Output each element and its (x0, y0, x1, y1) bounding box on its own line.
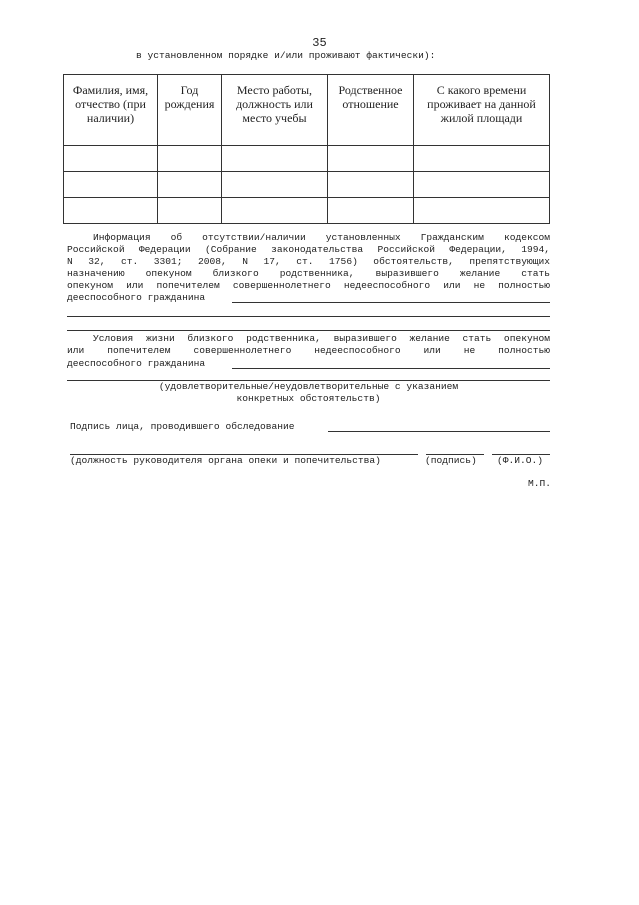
table-cell[interactable] (414, 146, 550, 172)
info-blank-2[interactable] (67, 316, 550, 317)
info-blank-3[interactable] (67, 330, 550, 331)
intro-line: в установленном порядке и/или проживают фактически): (136, 50, 436, 61)
conditions-line-2: или попечителем совершеннолетнего недееспособного или не полностью (67, 345, 550, 356)
table-cell[interactable] (328, 146, 414, 172)
name-caption: (Ф.И.О.) (497, 455, 544, 466)
header-relation: Родственное отношение (328, 75, 414, 146)
inspector-signature-label: Подпись лица, проводившего обследование (70, 421, 295, 432)
table-cell[interactable] (64, 198, 158, 224)
page-number: 35 (312, 36, 327, 50)
table-header-row (64, 75, 550, 146)
conditions-blank-1[interactable] (232, 368, 550, 369)
table-cell[interactable] (158, 198, 222, 224)
table-cell[interactable] (158, 172, 222, 198)
header-since-when: С какого времени проживает на данной жилой площади (414, 75, 550, 146)
conditions-hint-1: (удовлетворительные/неудовлетворительные с указанием (158, 381, 459, 392)
conditions-line-1: Условия жизни близкого родственника, выразившего желание стать опекуном (93, 333, 550, 344)
info-blank-1[interactable] (232, 302, 550, 303)
table-cell[interactable] (414, 198, 550, 224)
conditions-line-3: дееспособного гражданина (67, 358, 206, 369)
table-cell[interactable] (64, 146, 158, 172)
info-line-5: опекуном или попечителем совершеннолетнего недееспособного или не полностью (67, 280, 550, 291)
sign-caption: (подпись) (425, 455, 477, 466)
table-cell[interactable] (222, 172, 328, 198)
info-line-3: N 32, ст. 3301; 2008, N 17, ст. 1756) обстоятельств, препятствующих (67, 256, 550, 267)
table-cell[interactable] (328, 198, 414, 224)
table-row (64, 172, 550, 198)
table-cell[interactable] (222, 146, 328, 172)
info-line-2: Российской Федерации (Собрание законодательства Российской Федерации, 1994, (67, 244, 550, 255)
family-members-table (63, 74, 550, 224)
header-workplace: Место работы, должность или место учебы (222, 75, 328, 146)
conditions-hint-2: конкретных обстоятельств) (236, 393, 381, 404)
info-line-4: назначению опекуном близкого родственника, выразившего желание стать (67, 268, 550, 279)
table-row (64, 198, 550, 224)
stamp-place: М.П. (528, 478, 552, 489)
info-line-6: дееспособного гражданина (67, 292, 206, 303)
table-cell[interactable] (158, 146, 222, 172)
position-caption: (должность руководителя органа опеки и попечительства) (70, 455, 381, 466)
header-full-name: Фамилия, имя, отчество (при наличии) (64, 75, 158, 146)
table-row (64, 146, 550, 172)
table-cell[interactable] (414, 172, 550, 198)
header-birth-year: Год рождения (158, 75, 222, 146)
info-line-1: Информация об отсутствии/наличии установленных Гражданским кодексом (93, 232, 550, 243)
inspector-signature-blank[interactable] (328, 431, 550, 432)
table-cell[interactable] (222, 198, 328, 224)
table-cell[interactable] (64, 172, 158, 198)
table-cell[interactable] (328, 172, 414, 198)
